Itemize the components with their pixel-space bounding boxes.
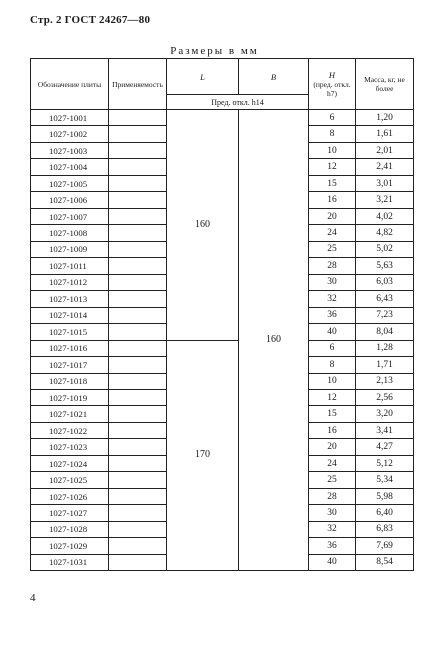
cell-designation: 1027-1023: [31, 439, 109, 455]
cell-H: 15: [309, 406, 356, 422]
header-H-note: (пред. откл. h7): [313, 79, 351, 98]
cell-designation: 1027-1001: [31, 110, 109, 126]
cell-H: 24: [309, 455, 356, 471]
cell-H: 36: [309, 538, 356, 554]
cell-mass: 3,01: [356, 175, 414, 191]
cell-designation: 1027-1015: [31, 324, 109, 340]
cell-designation: 1027-1025: [31, 472, 109, 488]
cell-designation: 1027-1008: [31, 225, 109, 241]
cell-mass: 5,12: [356, 455, 414, 471]
cell-application: [109, 538, 167, 554]
cell-designation: 1027-1019: [31, 389, 109, 405]
cell-mass: 4,02: [356, 208, 414, 224]
cell-designation: 1027-1029: [31, 538, 109, 554]
cell-application: [109, 439, 167, 455]
cell-H: 40: [309, 554, 356, 570]
cell-H: 25: [309, 472, 356, 488]
cell-mass: 8,54: [356, 554, 414, 570]
cell-mass: 2,41: [356, 159, 414, 175]
cell-mass: 7,69: [356, 538, 414, 554]
cell-application: [109, 554, 167, 570]
cell-designation: 1027-1022: [31, 422, 109, 438]
cell-application: [109, 422, 167, 438]
cell-application: [109, 357, 167, 373]
table-row: [31, 340, 414, 356]
cell-H: 6: [309, 340, 356, 356]
cell-application: [109, 225, 167, 241]
cell-designation: 1027-1007: [31, 208, 109, 224]
cell-mass: 3,41: [356, 422, 414, 438]
cell-mass: 1,20: [356, 110, 414, 126]
cell-H: 24: [309, 225, 356, 241]
header-H-letter: H: [328, 69, 336, 80]
cell-application: [109, 488, 167, 504]
page-header: Стр. 2 ГОСТ 24267—80: [30, 14, 151, 26]
cell-designation: 1027-1024: [31, 455, 109, 471]
cell-application: [109, 340, 167, 356]
cell-H: 40: [309, 324, 356, 340]
cell-L: 170: [167, 340, 239, 571]
cell-mass: 1,71: [356, 357, 414, 373]
cell-H: 30: [309, 274, 356, 290]
cell-application: [109, 455, 167, 471]
header-L: L: [167, 59, 239, 95]
page-number: 4: [30, 592, 36, 604]
cell-mass: 5,63: [356, 258, 414, 274]
header-tolerance: Пред. откл. h14: [167, 95, 309, 110]
cell-application: [109, 192, 167, 208]
cell-H: 28: [309, 488, 356, 504]
cell-H: 10: [309, 373, 356, 389]
cell-application: [109, 175, 167, 191]
header-mass: Масса, кг, не более: [356, 59, 414, 110]
dimensions-caption: Размеры в мм: [170, 45, 259, 57]
cell-H: 6: [309, 110, 356, 126]
cell-mass: 5,02: [356, 241, 414, 257]
cell-application: [109, 241, 167, 257]
cell-designation: 1027-1028: [31, 521, 109, 537]
cell-designation: 1027-1026: [31, 488, 109, 504]
cell-mass: 7,23: [356, 307, 414, 323]
cell-mass: 8,04: [356, 324, 414, 340]
cell-mass: 1,28: [356, 340, 414, 356]
cell-H: 20: [309, 439, 356, 455]
cell-application: [109, 505, 167, 521]
cell-application: [109, 406, 167, 422]
cell-H: 15: [309, 175, 356, 191]
cell-designation: 1027-1006: [31, 192, 109, 208]
cell-application: [109, 291, 167, 307]
cell-application: [109, 307, 167, 323]
cell-mass: 6,03: [356, 274, 414, 290]
cell-mass: 5,98: [356, 488, 414, 504]
cell-designation: 1027-1031: [31, 554, 109, 570]
cell-designation: 1027-1003: [31, 142, 109, 158]
table-row: [31, 110, 414, 126]
cell-application: [109, 159, 167, 175]
cell-designation: 1027-1018: [31, 373, 109, 389]
cell-H: 12: [309, 159, 356, 175]
cell-H: 25: [309, 241, 356, 257]
header-H: [309, 59, 356, 110]
cell-application: [109, 389, 167, 405]
header-designation: Обозначение плиты: [31, 59, 109, 110]
cell-designation: 1027-1004: [31, 159, 109, 175]
cell-application: [109, 324, 167, 340]
cell-H: 32: [309, 291, 356, 307]
cell-application: [109, 208, 167, 224]
cell-H: 36: [309, 307, 356, 323]
cell-mass: 2,13: [356, 373, 414, 389]
cell-application: [109, 142, 167, 158]
cell-H: 12: [309, 389, 356, 405]
cell-application: [109, 521, 167, 537]
cell-designation: 1027-1002: [31, 126, 109, 142]
cell-designation: 1027-1016: [31, 340, 109, 356]
cell-mass: 6,40: [356, 505, 414, 521]
cell-designation: 1027-1014: [31, 307, 109, 323]
cell-H: 10: [309, 142, 356, 158]
cell-H: 32: [309, 521, 356, 537]
cell-mass: 6,43: [356, 291, 414, 307]
cell-mass: 3,21: [356, 192, 414, 208]
cell-designation: 1027-1013: [31, 291, 109, 307]
header-application: Применяемость: [109, 59, 167, 110]
cell-designation: 1027-1005: [31, 175, 109, 191]
cell-designation: 1027-1027: [31, 505, 109, 521]
cell-H: 8: [309, 357, 356, 373]
cell-mass: 1,61: [356, 126, 414, 142]
header-B: B: [239, 59, 309, 95]
cell-B: 160: [239, 110, 309, 571]
cell-designation: 1027-1009: [31, 241, 109, 257]
dimensions-table: [30, 58, 414, 571]
cell-mass: 6,83: [356, 521, 414, 537]
cell-designation: 1027-1012: [31, 274, 109, 290]
cell-application: [109, 110, 167, 126]
cell-application: [109, 472, 167, 488]
table-body: [31, 110, 414, 571]
cell-application: [109, 258, 167, 274]
cell-mass: 3,20: [356, 406, 414, 422]
cell-designation: 1027-1021: [31, 406, 109, 422]
cell-mass: 4,27: [356, 439, 414, 455]
cell-mass: 4,82: [356, 225, 414, 241]
cell-H: 20: [309, 208, 356, 224]
cell-mass: 5,34: [356, 472, 414, 488]
cell-mass: 2,01: [356, 142, 414, 158]
cell-designation: 1027-1017: [31, 357, 109, 373]
cell-application: [109, 274, 167, 290]
cell-mass: 2,56: [356, 389, 414, 405]
cell-application: [109, 373, 167, 389]
cell-H: 28: [309, 258, 356, 274]
cell-H: 16: [309, 422, 356, 438]
cell-application: [109, 126, 167, 142]
cell-H: 16: [309, 192, 356, 208]
cell-L: 160: [167, 110, 239, 341]
cell-designation: 1027-1011: [31, 258, 109, 274]
cell-H: 30: [309, 505, 356, 521]
cell-H: 8: [309, 126, 356, 142]
